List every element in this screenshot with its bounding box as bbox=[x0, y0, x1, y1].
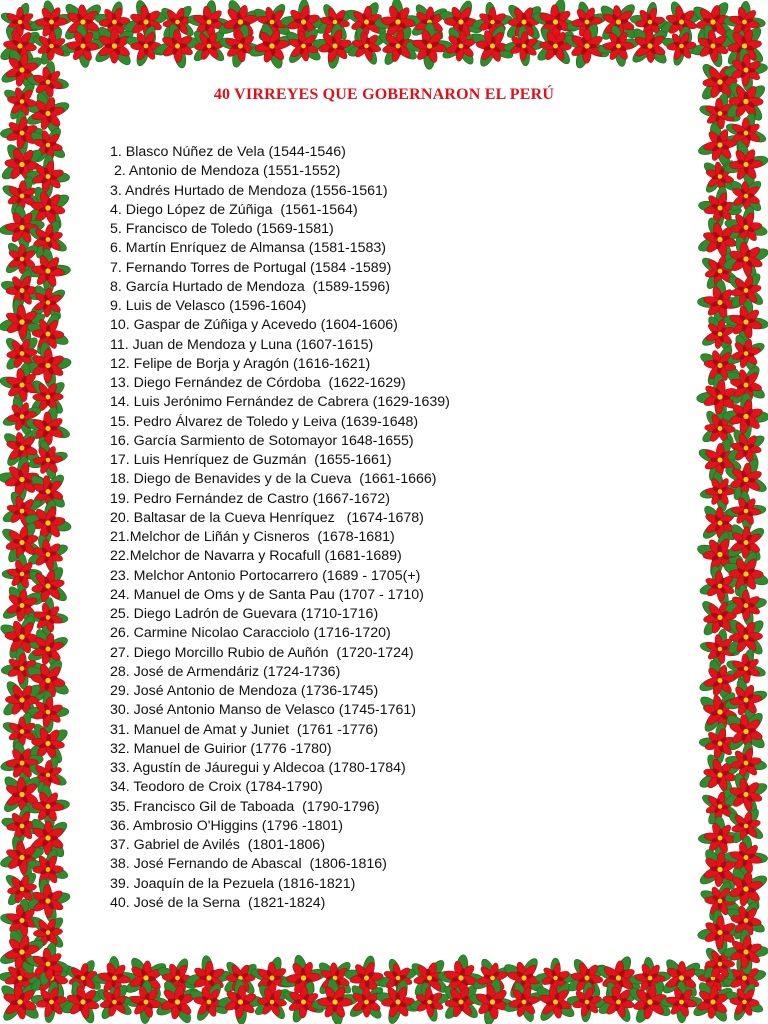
viceroy-entry: 11. Juan de Mendoza y Luna (1607-1615) bbox=[110, 336, 374, 353]
viceroy-entry: 14. Luis Jerónimo Fernández de Cabrera (1629-1639) bbox=[110, 394, 450, 411]
viceroy-list bbox=[110, 143, 450, 913]
viceroy-entry: 22.Melchor de Navarra y Rocafull (1681-1689) bbox=[110, 548, 402, 565]
page-title: 40 VIRREYES QUE GOBERNARON EL PERÚ bbox=[213, 86, 555, 103]
viceroy-entry: 4. Diego López de Zúñiga (1561-1564) bbox=[110, 201, 358, 218]
viceroy-entry: 23. Melchor Antonio Portocarrero (1689 - 1705(+) bbox=[110, 567, 421, 584]
viceroy-entry: 26. Carmine Nicolao Caracciolo (1716-1720) bbox=[110, 625, 391, 642]
viceroy-entry: 39. Joaquín de la Pezuela (1816-1821) bbox=[110, 875, 356, 892]
viceroy-entry: 25. Diego Ladrón de Guevara (1710-1716) bbox=[110, 606, 379, 622]
viceroy-entry: 21.Melchor de Liñán y Cisneros (1678-1681) bbox=[110, 529, 395, 545]
viceroy-entry: 37. Gabriel de Avilés (1801-1806) bbox=[110, 837, 326, 853]
viceroy-entry: 33. Agustín de Jáuregui y Aldecoa (1780-1784) bbox=[110, 760, 406, 776]
viceroy-entry: 30. José Antonio Manso de Velasco (1745-1761) bbox=[110, 702, 417, 719]
viceroy-entry: 2. Antonio de Mendoza (1551-1552) bbox=[110, 163, 341, 180]
viceroy-entry: 32. Manuel de Guirior (1776 -1780) bbox=[110, 740, 332, 757]
viceroy-entry: 9. Luis de Velasco (1596-1604) bbox=[110, 298, 307, 314]
viceroy-entry: 15. Pedro Álvarez de Toledo y Leiva (1639-1648) bbox=[110, 413, 419, 430]
viceroy-entry: 28. José de Armendáriz (1724-1736) bbox=[110, 663, 341, 680]
viceroy-entry: 8. García Hurtado de Mendoza (1589-1596) bbox=[110, 278, 390, 295]
viceroy-entry: 13. Diego Fernández de Córdoba (1622-1629) bbox=[110, 375, 406, 391]
viceroy-entry: 29. José Antonio de Mendoza (1736-1745) bbox=[110, 683, 379, 699]
viceroy-entry: 27. Diego Morcillo Rubio de Auñón (1720-1724) bbox=[110, 644, 414, 661]
viceroy-entry: 34. Teodoro de Croix (1784-1790) bbox=[110, 779, 323, 796]
viceroy-entry: 36. Ambrosio O'Higgins (1796 -1801) bbox=[110, 817, 343, 834]
viceroy-entry: 19. Pedro Fernández de Castro (1667-1672) bbox=[110, 490, 390, 507]
viceroy-entry: 12. Felipe de Borja y Aragón (1616-1621) bbox=[110, 355, 371, 372]
viceroy-entry: 24. Manuel de Oms y de Santa Pau (1707 - 1710) bbox=[110, 586, 424, 603]
viceroy-entry: 38. José Fernando de Abascal (1806-1816) bbox=[110, 856, 387, 873]
viceroy-entry: 3. Andrés Hurtado de Mendoza (1556-1561) bbox=[110, 182, 388, 199]
viceroy-entry: 31. Manuel de Amat y Juniet (1761 -1776) bbox=[110, 721, 379, 738]
viceroy-entry: 40. José de la Serna (1821-1824) bbox=[110, 894, 326, 911]
viceroy-entry: 20. Baltasar de la Cueva Henríquez (1674-1678) bbox=[110, 509, 424, 526]
viceroy-entry: 16. García Sarmiento de Sotomayor 1648-1655) bbox=[110, 432, 414, 449]
viceroy-entry: 7. Fernando Torres de Portugal (1584 -1589) bbox=[110, 259, 392, 276]
viceroy-entry: 35. Francisco Gil de Taboada (1790-1796) bbox=[110, 798, 380, 815]
viceroy-entry: 1. Blasco Núñez de Vela (1544-1546) bbox=[110, 144, 346, 160]
viceroy-entry: 17. Luis Henríquez de Guzmán (1655-1661) bbox=[110, 452, 392, 468]
viceroy-entry: 5. Francisco de Toledo (1569-1581) bbox=[110, 221, 334, 237]
viceroy-entry: 18. Diego de Benavides y de la Cueva (1661-1666) bbox=[110, 471, 437, 488]
viceroy-entry: 10. Gaspar de Zúñiga y Acevedo (1604-1606) bbox=[110, 317, 398, 334]
viceroy-entry: 6. Martín Enríquez de Almansa (1581-1583) bbox=[110, 240, 387, 257]
